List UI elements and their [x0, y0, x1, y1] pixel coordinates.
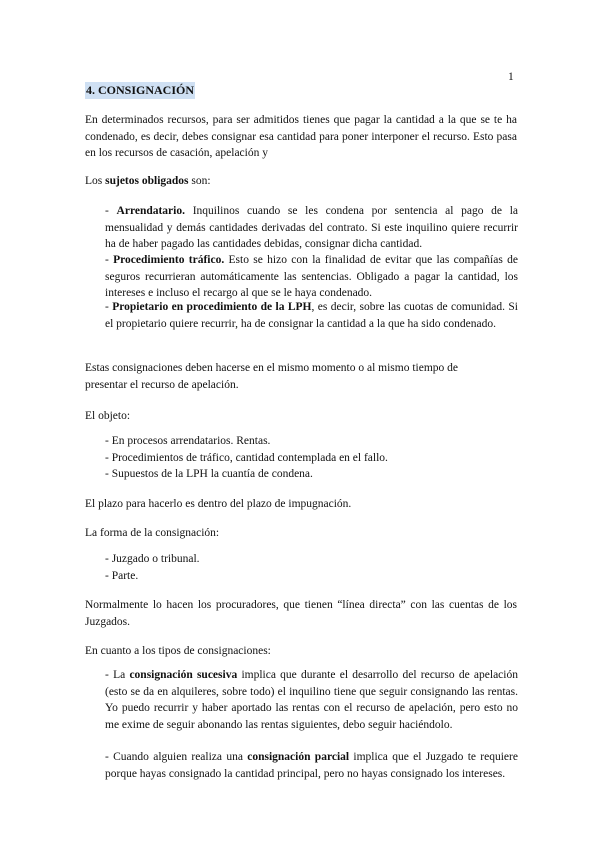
list-item: - Supuestos de la LPH la cuantía de condena. — [105, 468, 313, 480]
procuradores-paragraph: Normalmente lo hacen los procuradores, que tienen “línea directa” con las cuentas de los Juzgados. — [85, 599, 517, 628]
list-item: - Parte. — [105, 570, 139, 582]
objeto-label: El objeto: — [85, 410, 131, 422]
list-item: - Juzgado o tribunal. — [105, 553, 200, 565]
sujetos-paragraph: Los sujetos obligados son: — [85, 175, 211, 187]
list-item: - Procedimientos de tráfico, cantidad contemplada en el fallo. — [105, 452, 388, 464]
list-item: - Propietario en procedimiento de la LPH, es decir, sobre las cuotas de comunidad. Si el propietario quiere recurrir, ha de consignar la cantidad a la que ha sido condenado. — [105, 301, 518, 330]
list-item: - La consignación sucesiva implica que durante el desarrollo del recurso de apelación (esto se da en alquileres, sobre todo) el inquilino tiene que seguir consignando las rentas. Yo puedo recurrir y haber aportado las rentas con el recurso de apelación, pero esto no me exime de seguir abonando las rentas siguientes, debo seguir haciéndolo. — [105, 669, 518, 731]
list-item: - Cuando alguien realiza una consignación parcial implica que el Juzgado te requiere porque hayas consignado la cantidad principal, pero no hayas consignado los intereses. — [105, 751, 518, 780]
section-heading: 4. CONSIGNACIÓN — [86, 83, 195, 97]
list-item: - Procedimiento tráfico. Esto se hizo con la finalidad de evitar que las compañías de seguros recurrieran automáticamente las sentencias. Obligado a pagar la cantidad, los intereses e incluso el recargo al que se le haya condenado. — [105, 254, 518, 300]
momento-paragraph: Estas consignaciones deben hacerse en el mismo momento o al mismo tiempo de presentar el recurso de apelación. — [85, 362, 459, 391]
page-number: 1 — [508, 71, 514, 83]
forma-label: La forma de la consignación: — [85, 527, 220, 539]
intro-paragraph: En determinados recursos, para ser admitidos tienes que pagar la cantidad a la que se te ha condenado, es decir, debes consignar esa cantidad para poner interponer el recurso. Esto pasa en los recursos de casación, apelación y — [85, 114, 517, 160]
list-item: - Arrendatario. Inquilinos cuando se les condena por sentencia al pago de la mensualidad y demás cantidades derivadas del contrato. Si este inquilino quiere recurrir ha de haber pagado las cantidades debidas, consignar dicha cantidad. — [105, 205, 518, 251]
plazo-paragraph: El plazo para hacerlo es dentro del plazo de impugnación. — [85, 498, 352, 510]
tipos-label: En cuanto a los tipos de consignaciones: — [85, 645, 271, 657]
list-item: - En procesos arrendatarios. Rentas. — [105, 435, 271, 447]
